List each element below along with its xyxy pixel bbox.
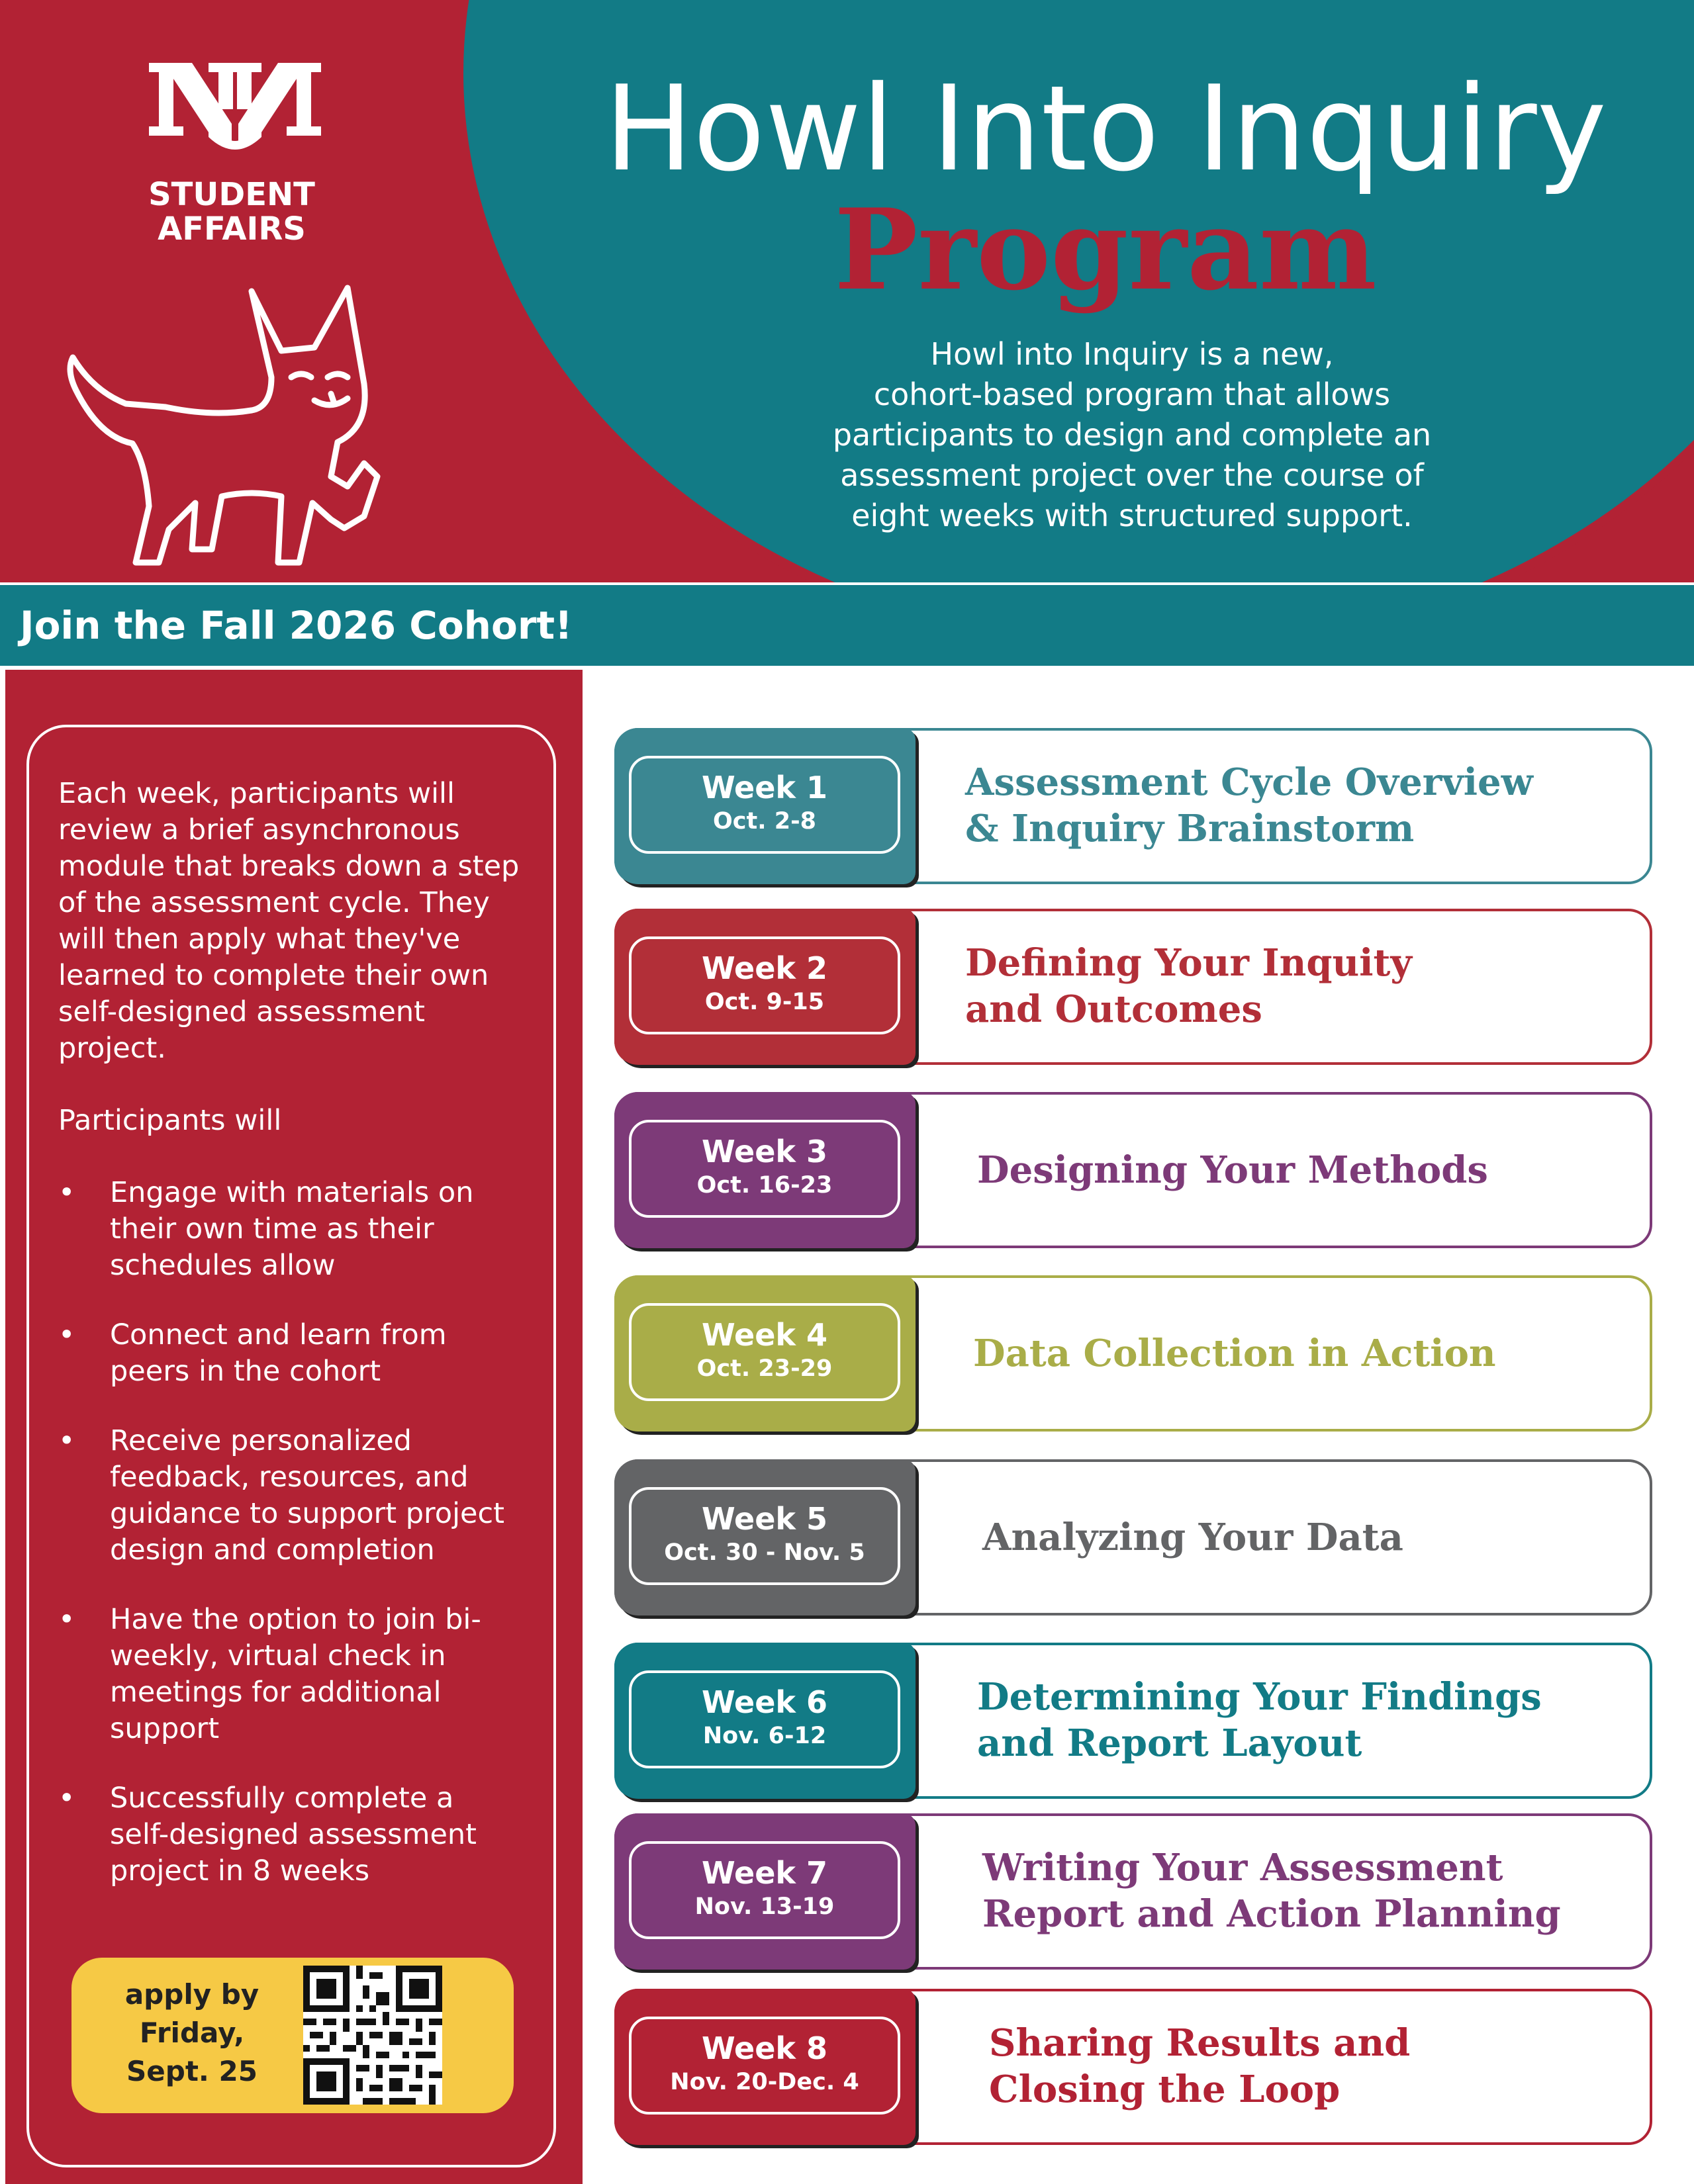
intro-line: assessment project over the course of bbox=[840, 457, 1424, 493]
week-pill bbox=[629, 756, 900, 854]
week-card-1 bbox=[614, 728, 1652, 887]
week-dates: Oct. 2-8 bbox=[713, 808, 816, 835]
logo-text-line2: AFFAIRS bbox=[158, 210, 306, 248]
week-pill bbox=[629, 1487, 900, 1585]
week-pill bbox=[629, 936, 900, 1034]
week-number: Week 7 bbox=[701, 1855, 828, 1891]
apply-line: Friday, bbox=[139, 2017, 245, 2049]
week-card-8 bbox=[614, 1989, 1652, 2148]
qr-code-icon[interactable] bbox=[303, 1966, 442, 2105]
week-title-line: Defining Your Inquity bbox=[965, 941, 1412, 985]
week-title-line: & Inquiry Brainstorm bbox=[965, 807, 1415, 850]
week-title bbox=[982, 1514, 1644, 1561]
intro-line: participants to design and complete an bbox=[832, 417, 1432, 453]
week-title-line: Assessment Cycle Overview bbox=[965, 760, 1533, 804]
week-number: Week 6 bbox=[701, 1684, 828, 1720]
week-dates: Oct. 9-15 bbox=[704, 989, 825, 1015]
apply-deadline bbox=[93, 1976, 291, 2091]
intro-text bbox=[761, 334, 1503, 536]
week-title-line: Writing Your Assessment bbox=[982, 1846, 1503, 1889]
week-card-7 bbox=[614, 1813, 1652, 1972]
week-number: Week 8 bbox=[701, 2030, 828, 2066]
sidebar-content bbox=[58, 776, 522, 1923]
apply-line: apply by bbox=[124, 1978, 259, 2011]
week-title-line: Sharing Results and bbox=[989, 2021, 1411, 2065]
week-title-line: Closing the Loop bbox=[989, 2068, 1341, 2111]
logo-text-line1: STUDENT bbox=[148, 176, 315, 213]
page-title: Howl Into Inquiry bbox=[604, 60, 1607, 197]
cohort-band-text: Join the Fall 2026 Cohort! bbox=[20, 603, 573, 648]
sidebar-paragraph: Each week, participants will review a brief asynchronous module that breaks down a step of the assessment cycle. They will then apply what they've learned to complete their own self-designed assessment project. bbox=[58, 777, 520, 1065]
week-title bbox=[965, 759, 1627, 852]
list-item: • Receive personalized feedback, resources, and guidance to support project design and completion bbox=[58, 1423, 522, 1569]
week-number: Week 5 bbox=[701, 1501, 828, 1537]
week-dates: Nov. 20-Dec. 4 bbox=[670, 2069, 859, 2095]
benefits-list bbox=[58, 1175, 522, 1889]
week-card-5 bbox=[614, 1459, 1652, 1618]
week-title-line: Report and Action Planning bbox=[982, 1892, 1561, 1936]
week-title bbox=[965, 940, 1627, 1032]
week-dates: Oct. 23-29 bbox=[696, 1355, 833, 1382]
list-item: • Successfully complete a self-designed assessment project in 8 weeks bbox=[58, 1780, 522, 1889]
week-dates: Nov. 13-19 bbox=[694, 1893, 835, 1920]
week-title-line: and Report Layout bbox=[977, 1721, 1362, 1765]
intro-line: eight weeks with structured support. bbox=[851, 498, 1413, 533]
week-pill bbox=[629, 1841, 900, 1939]
page-subtitle: Program bbox=[834, 184, 1377, 315]
week-pill bbox=[629, 1303, 900, 1401]
week-card-2 bbox=[614, 909, 1652, 1068]
logo-text bbox=[119, 177, 344, 246]
week-title bbox=[989, 2020, 1651, 2113]
week-card-4 bbox=[614, 1275, 1652, 1434]
list-item: • Have the option to join bi-weekly, virtual check in meetings for additional support bbox=[58, 1602, 522, 1747]
week-pill bbox=[629, 1670, 900, 1768]
week-title bbox=[982, 1844, 1644, 1937]
list-item: • Engage with materials on their own time as their schedules allow bbox=[58, 1175, 522, 1284]
week-title-line: and Outcomes bbox=[965, 987, 1262, 1031]
wolf-mascot-icon bbox=[53, 278, 410, 576]
week-pill bbox=[629, 2017, 900, 2115]
week-title-line: Analyzing Your Data bbox=[982, 1516, 1403, 1559]
list-item: • Connect and learn from peers in the cohort bbox=[58, 1317, 522, 1390]
week-number: Week 2 bbox=[701, 950, 828, 986]
apply-line: Sept. 25 bbox=[126, 2055, 258, 2087]
week-card-6 bbox=[614, 1643, 1652, 1801]
week-number: Week 1 bbox=[701, 770, 828, 805]
week-pill bbox=[629, 1120, 900, 1218]
sidebar-lead: Participants will bbox=[58, 1104, 282, 1137]
week-title bbox=[977, 1147, 1639, 1193]
week-number: Week 4 bbox=[701, 1317, 828, 1353]
intro-line: Howl into Inquiry is a new, bbox=[930, 336, 1334, 372]
week-dates: Oct. 30 - Nov. 5 bbox=[664, 1539, 865, 1566]
week-title bbox=[973, 1330, 1635, 1377]
week-dates: Oct. 16-23 bbox=[696, 1172, 833, 1199]
intro-line: cohort-based program that allows bbox=[873, 377, 1391, 412]
unm-logo-icon bbox=[136, 63, 334, 156]
week-title-line: Data Collection in Action bbox=[973, 1332, 1496, 1375]
week-number: Week 3 bbox=[701, 1134, 828, 1169]
week-title-line: Designing Your Methods bbox=[977, 1148, 1488, 1192]
week-card-3 bbox=[614, 1092, 1652, 1251]
week-dates: Nov. 6-12 bbox=[702, 1723, 827, 1749]
week-title-line: Determining Your Findings bbox=[977, 1675, 1542, 1719]
week-title bbox=[977, 1674, 1639, 1766]
